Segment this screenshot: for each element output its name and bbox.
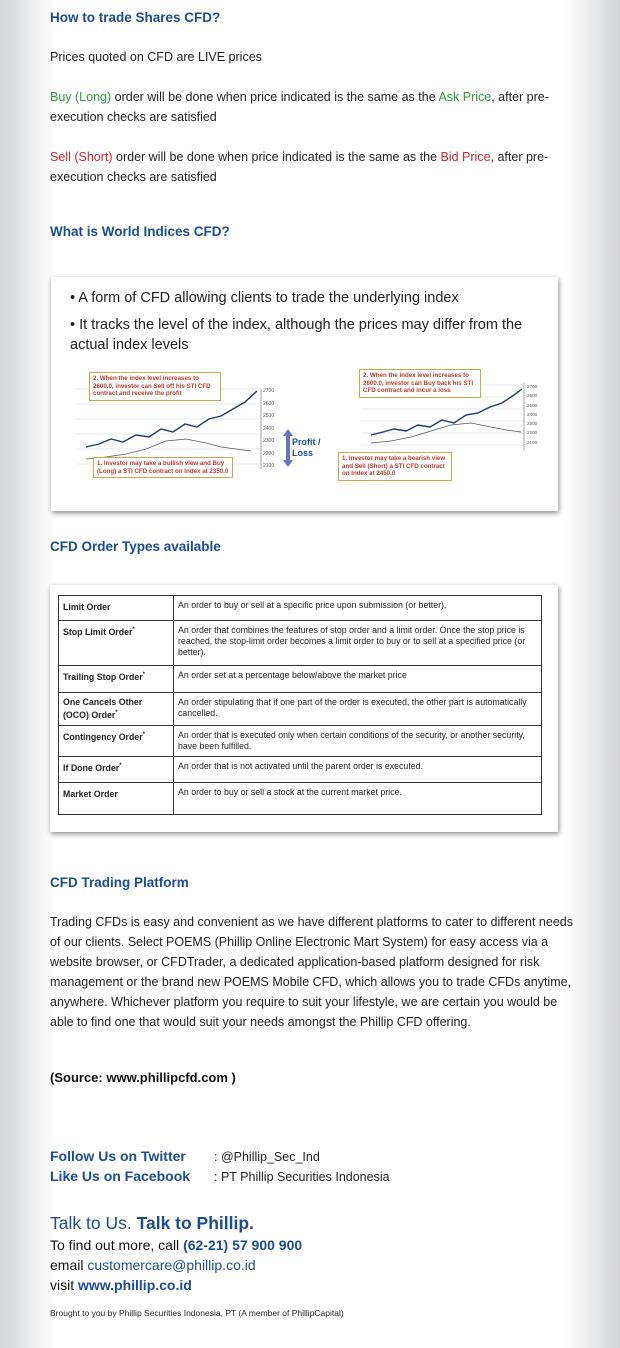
tick: 2700 [527, 384, 538, 389]
table-row [59, 596, 542, 621]
call-line [50, 1235, 302, 1255]
order-desc: An order to buy or sell a stock at the current market price. [174, 783, 542, 815]
website-link[interactable]: www.phillip.co.id [78, 1277, 192, 1293]
tick: 2200 [263, 450, 275, 457]
indices-card [51, 277, 558, 511]
trade-heading: How to trade Shares CFD? [50, 10, 221, 25]
facebook-label[interactable]: Like Us on Facebook [50, 1168, 191, 1184]
table-row [59, 757, 542, 783]
sell-paragraph [50, 147, 560, 187]
platform-body: Trading CFDs is easy and convenient as we have different platforms to cater to different needs of our clients. Select POEMS (Phillip Online Electronic Mart System) for easy access via a website browser, or CFDTrader, a dedicated application-based platform designed for risk management or the brand new POEMS Mobile CFD, which allows you to trade CFDs anytime, anywhere. Whichever platform you require to suit your lifestyle, we are certain you would be able to find one that would suit your needs amongst the Phillip CFD offering. [50, 915, 573, 1029]
visit-line [50, 1275, 192, 1295]
tick: 2600 [527, 393, 538, 399]
bullish-callout-top: 2. When the index level increases to 2600.0, investor can Sell off his STI CFD contract and receive the profit [89, 372, 221, 401]
order-desc: An order to buy or sell at a specific price upon submission (or better). [174, 596, 542, 621]
tick: 2600 [263, 400, 275, 407]
bearish-callout-bottom: 1. Investor may take a bearish view and Sell (Short) a STI CFD contract on Index at 2450.0 [338, 452, 452, 481]
tick: 2400 [527, 411, 538, 417]
orders-heading: CFD Order Types available [50, 539, 221, 554]
email-line [50, 1255, 256, 1275]
talk-to-us: Talk to Us. [50, 1213, 132, 1233]
table-row [59, 726, 542, 757]
tick: 2400 [263, 425, 275, 432]
tick: 2700 [263, 388, 275, 394]
profit-loss-label [292, 437, 321, 459]
table-row [59, 693, 542, 726]
orders-card [50, 585, 558, 832]
live-prices-text: Prices quoted on CFD are LIVE prices [50, 50, 262, 64]
twitter-label[interactable]: Follow Us on Twitter [50, 1148, 186, 1164]
order-name: One Cancels Other (OCO) Order* [59, 693, 174, 726]
order-name: Market Order [59, 783, 174, 815]
loss-label: Loss [292, 448, 314, 458]
bullish-ticks [263, 385, 274, 473]
tick: 2100 [527, 439, 538, 445]
tick: 2300 [527, 421, 538, 427]
order-types-table [58, 595, 542, 815]
footer-text: Brought to you by Phillip Securities Indonesia, PT (A member of PhillipCapital) [50, 1308, 344, 1318]
tick: 2300 [263, 438, 275, 444]
tick: 2500 [527, 402, 538, 408]
bearish-callout-top: 2. When the index level increases to 2600.0, investor can Buy back his STI CFD contract and incur a loss [359, 369, 481, 398]
order-desc: An order stipulating that if one part of the order is executed, the other part is automatically cancelled. [174, 693, 542, 726]
table-row [59, 783, 542, 815]
bearish-ticks [527, 382, 537, 447]
order-desc: An order that is executed only when certain conditions of the security, or another security, have been fulfilled. [174, 726, 542, 757]
talk-to-phillip: Talk to Phillip. [136, 1213, 254, 1233]
facebook-page[interactable]: : PT Phillip Securities Indonesia [214, 1170, 390, 1184]
ask-price-term: Ask Price [438, 90, 492, 104]
bullish-callout-bottom: 1. Investor may take a bullish view and Buy (Long) a STI CFD contract on Index at 2350.0 [93, 457, 233, 478]
platform-heading: CFD Trading Platform [50, 875, 189, 890]
indices-bullet-1: • A form of CFD allowing clients to trade the underlying index [70, 290, 459, 306]
buy-term: Buy (Long) [50, 90, 112, 104]
order-name: Trailing Stop Order* [59, 666, 174, 693]
visit-prefix: visit [50, 1277, 78, 1293]
order-name: If Done Order* [59, 757, 174, 783]
tick: 2100 [263, 463, 275, 469]
source-text: (Source: www.phillipcfd.com ) [50, 1070, 236, 1085]
order-desc: An order that combines the features of stop order and a limit order. Once the stop price is reached, the stop-limit order becomes a limit order to buy or to sell at a specified price (or better). [174, 621, 542, 666]
sell-text-end: , after pre-execution checks are satisfied [50, 150, 549, 184]
buy-text-end: , after pre-execution checks are satisfied [50, 90, 549, 124]
tick: 2500 [263, 413, 275, 419]
table-row [59, 666, 542, 693]
buy-text: order will be done when price indicated is the same as the [111, 90, 439, 104]
order-name: Limit Order [59, 596, 174, 621]
indices-heading: What is World Indices CFD? [50, 224, 230, 239]
talk-heading [50, 1213, 254, 1234]
indices-bullet-2: • It tracks the level of the index, although the prices may differ from the actual index levels [70, 317, 523, 353]
order-name: Contingency Order* [59, 726, 174, 757]
table-row [59, 621, 542, 666]
sell-term: Sell (Short) [50, 150, 113, 164]
tick: 2200 [527, 430, 538, 436]
order-desc: An order that is not activated until the parent order is executed. [174, 757, 542, 783]
email-link[interactable]: customercare@phillip.co.id [87, 1257, 256, 1273]
profit-label: Profit / [292, 437, 321, 447]
phone-link[interactable]: (62-21) 57 900 900 [183, 1237, 303, 1253]
buy-paragraph [50, 87, 560, 127]
sell-text: order will be done when price indicated is the same as the [112, 150, 441, 164]
order-desc: An order set at a percentage below/above the market price [174, 666, 542, 693]
twitter-handle[interactable]: : @Phillip_Sec_Ind [214, 1150, 320, 1164]
order-name: Stop Limit Order* [59, 621, 174, 666]
email-prefix: email [50, 1257, 88, 1273]
call-prefix: To find out more, call [50, 1237, 184, 1253]
bid-price-term: Bid Price [440, 150, 491, 164]
